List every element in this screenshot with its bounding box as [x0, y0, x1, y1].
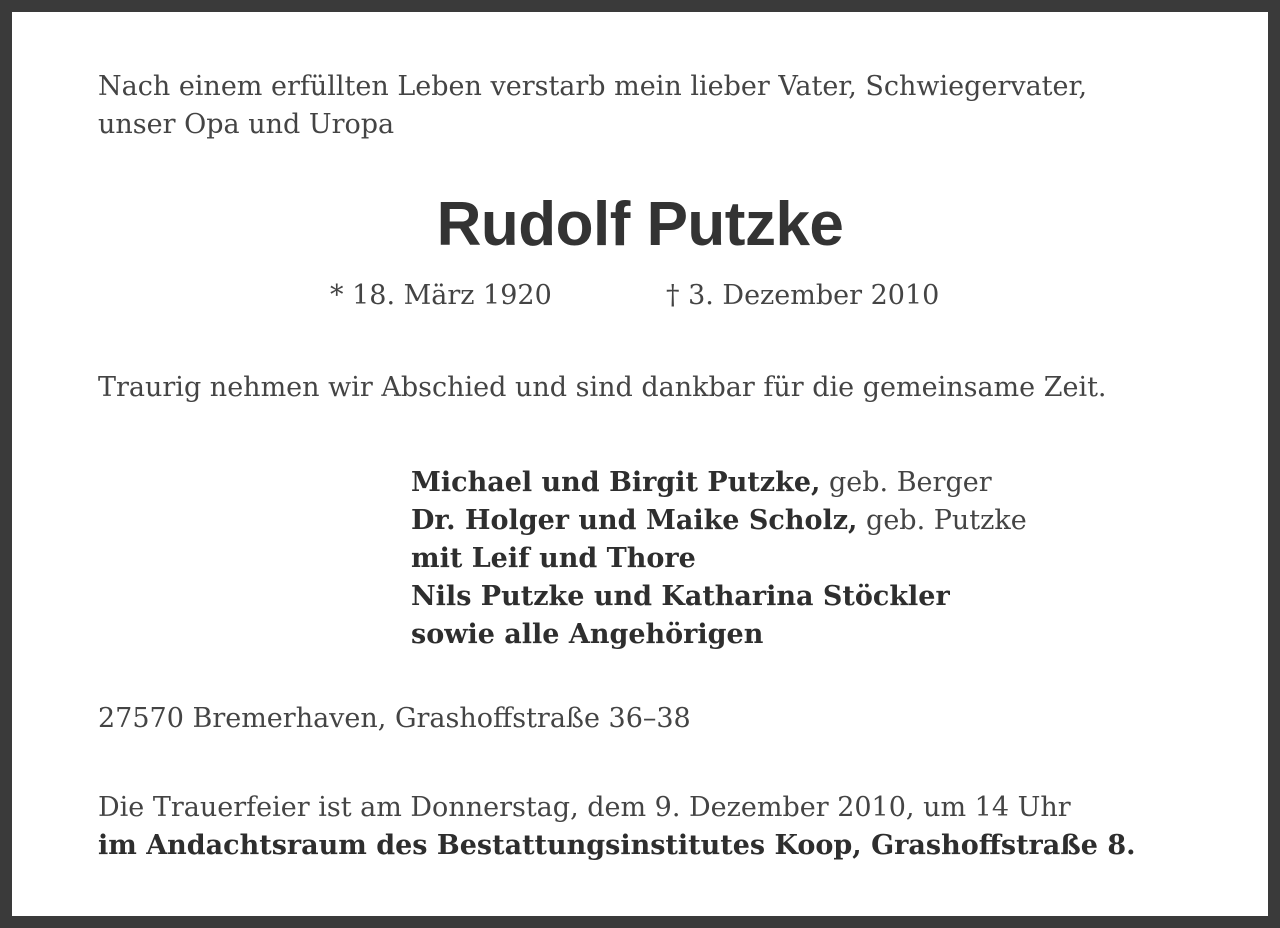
family-line-bold: Michael und Birgit Putzke, [411, 467, 821, 498]
family-line [411, 502, 1027, 540]
ceremony-line-2: im Andachtsraum des Bestattungsinstitutes Koop, Grashoffstraße 8. [98, 830, 1136, 861]
family-line [411, 578, 1027, 616]
family-line [411, 464, 1027, 502]
obituary-card [12, 12, 1268, 916]
family-line [411, 616, 1027, 654]
family-line-bold: sowie alle Angehörigen [411, 619, 764, 650]
deceased-name: Rudolf Putzke [436, 190, 844, 259]
address-text: 27570 Bremerhaven, Grashoffstraße 36–38 [98, 703, 691, 734]
family-line [411, 540, 1027, 578]
family-line-normal: geb. Putzke [857, 505, 1027, 536]
family-line-normal: geb. Berger [820, 467, 992, 498]
family-line-bold: mit Leif und Thore [411, 543, 696, 574]
intro-line-1: Nach einem erfüllten Leben verstarb mein lieber Vater, Schwiegervater, [98, 71, 1088, 102]
ceremony-line-1: Die Trauerfeier ist am Donnerstag, dem 9. Dezember 2010, um 14 Uhr [98, 792, 1071, 823]
birth-date: * 18. März 1920 [330, 280, 552, 311]
family-line-bold: Dr. Holger und Maike Scholz, [411, 505, 858, 536]
family-list [411, 464, 1027, 654]
family-line-bold: Nils Putzke und Katharina Stöckler [411, 581, 950, 612]
ceremony-text [98, 789, 1136, 865]
intro-line-2: unser Opa und Uropa [98, 109, 395, 140]
intro-text [98, 68, 1087, 144]
farewell-text: Traurig nehmen wir Abschied und sind dankbar für die gemeinsame Zeit. [98, 372, 1107, 403]
death-date: † 3. Dezember 2010 [666, 280, 940, 311]
